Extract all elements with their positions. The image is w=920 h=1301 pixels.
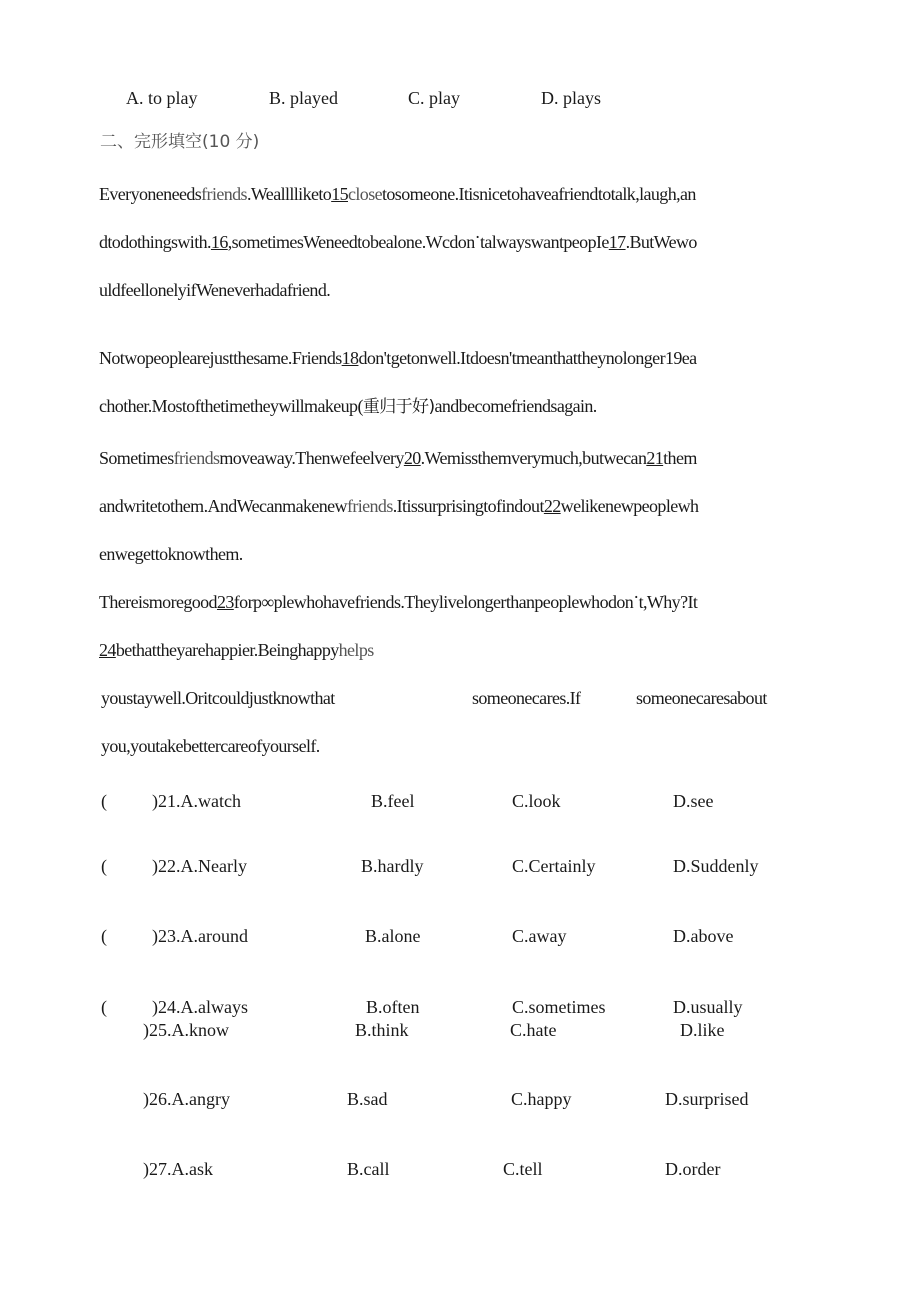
option-d: D.above	[673, 926, 734, 946]
option-c: C.look	[512, 791, 561, 811]
option-c: C.away	[512, 926, 567, 946]
option-d: D. plays	[541, 88, 601, 108]
passage-line: 24bethattheyarehappier.Beinghappyhelps	[99, 640, 374, 660]
option-c: C.sometimes	[512, 997, 606, 1017]
option-c: C.Certainly	[512, 856, 596, 876]
blank-20: 20	[403, 448, 421, 468]
option-c: C. play	[408, 88, 460, 108]
passage-line: Thereismoregood23forp∞plewhohavefriends.Theylivelongerthanpeoplewhodon·t,Why?It	[99, 587, 698, 612]
section-title: 二、完形填空(10 分)	[100, 132, 260, 152]
question-number-option-a: )26.A.angry	[143, 1089, 230, 1109]
option-d: D.Suddenly	[673, 856, 759, 876]
option-b: B.often	[366, 997, 420, 1017]
answer-paren: (	[101, 997, 107, 1017]
passage-line: chother.Mostofthetimetheywillmakeup(重归于好)andbecomefriendsagain.	[99, 396, 597, 417]
option-d: D.see	[673, 791, 714, 811]
passage-line: andwritetothem.AndWecanmakenewfriends.Itissurprisingtofindout22welikenewpeoplewh	[99, 496, 699, 516]
passage-line: dtodothingswith.16,sometimesWeneedtobealone.Wcdon·talwayswantpeopIe17.ButWewo	[99, 227, 697, 252]
blank-21: 21	[646, 448, 664, 468]
question-number-option-a: )24.A.always	[152, 997, 248, 1017]
answer-paren: (	[101, 926, 107, 946]
blank-23: 23	[216, 592, 234, 612]
option-b: B.alone	[365, 926, 421, 946]
passage-line: Everyoneneedsfriends.Wealllliketo15closetosomeone.Itisnicetohaveafriendtotalk,laugh,an	[99, 184, 696, 204]
passage-line: youstaywell.Oritcouldjustknowthat	[101, 688, 335, 708]
blank-16: 16	[210, 232, 228, 252]
answer-paren: (	[101, 791, 107, 811]
passage-line: you,youtakebettercareofyourself.	[101, 736, 320, 756]
question-number-option-a: )25.A.know	[143, 1020, 229, 1040]
blank-18: 18	[341, 348, 359, 368]
option-b: B.hardly	[361, 856, 424, 876]
passage-line: someonecares.If	[472, 688, 581, 708]
question-number-option-a: )21.A.watch	[152, 791, 241, 811]
option-d: D.usually	[673, 997, 743, 1017]
passage-line: Notwopeoplearejustthesame.Friends18don'tgetonwell.Itdoesn'tmeanthattheynolonger19ea	[99, 348, 697, 368]
option-c: C.tell	[503, 1159, 543, 1179]
option-b: B.call	[347, 1159, 390, 1179]
option-a: A. to play	[126, 88, 198, 108]
question-number-option-a: )27.A.ask	[143, 1159, 213, 1179]
option-b: B.think	[355, 1020, 409, 1040]
option-b: B. played	[269, 88, 338, 108]
blank-22: 22	[543, 496, 561, 516]
option-c: C.hate	[510, 1020, 557, 1040]
passage-line: someonecaresabout	[636, 688, 767, 708]
option-b: B.feel	[371, 791, 415, 811]
passage-line: uldfeellonelyifWeneverhadafriend.	[99, 280, 331, 300]
blank-15: 15	[331, 184, 348, 204]
option-c: C.happy	[511, 1089, 572, 1109]
passage-line: enwegettoknowthem.	[99, 544, 243, 564]
option-b: B.sad	[347, 1089, 388, 1109]
question-number-option-a: )23.A.around	[152, 926, 248, 946]
option-d: D.like	[680, 1020, 725, 1040]
answer-paren: (	[101, 856, 107, 876]
option-d: D.order	[665, 1159, 721, 1179]
option-d: D.surprised	[665, 1089, 749, 1109]
passage-line: Sometimesfriendsmoveaway.Thenwefeelvery20.Wemissthemverymuch,butwecan21them	[99, 448, 697, 468]
question-number-option-a: )22.A.Nearly	[152, 856, 247, 876]
blank-24: 24	[99, 640, 116, 660]
blank-17: 17	[608, 232, 626, 252]
